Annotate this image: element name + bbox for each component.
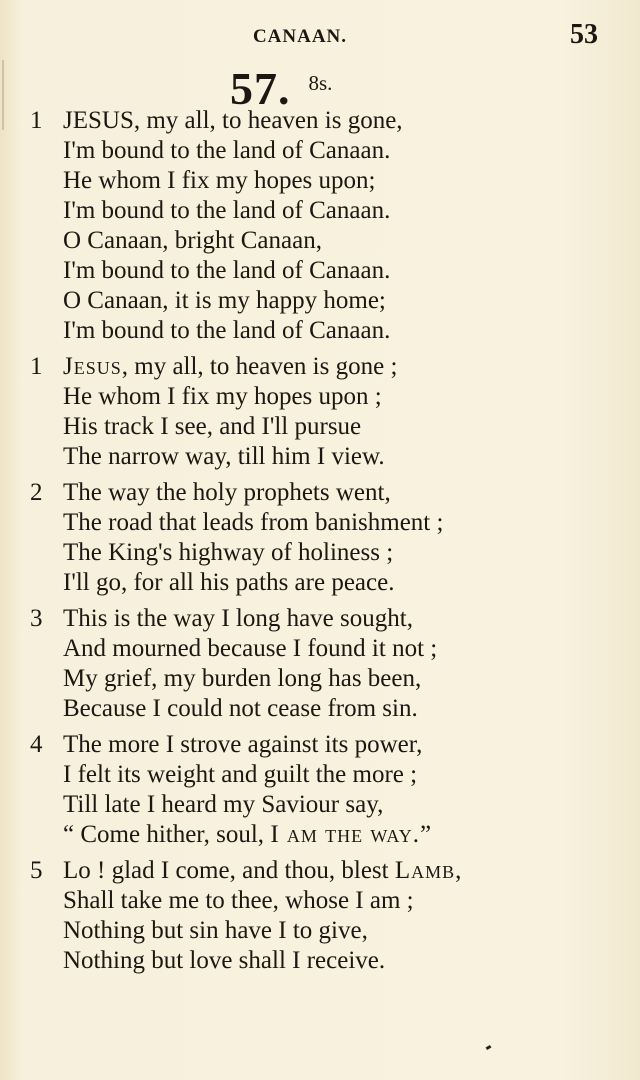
verse-line: O Canaan, it is my happy home; (63, 287, 386, 314)
verse-line: Nothing but sin have I to give, (63, 917, 368, 944)
stanza-lines (63, 856, 610, 976)
stanza-number: 1 (30, 107, 43, 134)
verse-line: My grief, my burden long has been, (63, 665, 422, 692)
stanza (30, 478, 610, 598)
verse-line: This is the way I long have sought, (63, 605, 413, 632)
verse-line: The narrow way, till him I view. (63, 443, 385, 470)
stanza (30, 856, 610, 976)
verse-line-start: “ Come hither, soul, (63, 821, 271, 848)
verse-line: Nothing but love shall I receive. (63, 947, 386, 974)
stanza (30, 604, 610, 724)
stanza (30, 352, 610, 472)
verse-line: I'll go, for all his paths are peace. (63, 569, 395, 596)
stanza-number: 4 (30, 731, 43, 758)
verse-line: And mourned because I found it not ; (63, 635, 438, 662)
stanza (30, 106, 610, 346)
page-gutter-mark (2, 60, 4, 130)
verse-line: The road that leads from banishment ; (63, 509, 444, 536)
verse-line-rest: , my all, to heaven is gone ; (121, 353, 398, 380)
stanza-lines (63, 352, 610, 472)
stanza-lines (63, 604, 610, 724)
hymn-number: 57. (230, 63, 291, 114)
verse-line: O Canaan, bright Canaan, (63, 227, 322, 254)
verse-line: I'm bound to the land of Canaan. (63, 197, 391, 224)
stanza-number: 2 (30, 479, 43, 506)
verse-line: He whom I fix my hopes upon; (63, 167, 376, 194)
verse-line: His track I see, and I'll pursue (63, 413, 362, 440)
verse-line: I'm bound to the land of Canaan. (63, 317, 391, 344)
verse-line: Because I could not cease from sin. (63, 695, 418, 722)
verse-line (63, 856, 610, 886)
verse-line (63, 820, 610, 850)
stanza-number: 5 (30, 857, 43, 884)
verse-line: I'm bound to the land of Canaan. (63, 137, 391, 164)
verse-first-word: Jesus (63, 353, 122, 380)
verse-line: The way the holy prophets went, (63, 479, 391, 506)
verse-line-end: , (455, 857, 462, 884)
verse-line (63, 352, 610, 382)
page-number: 53 (570, 19, 598, 50)
verse-line: JESUS, my all, to heaven is gone, (63, 107, 403, 134)
stanza-number: 3 (30, 605, 43, 632)
verse-line: The King's highway of holiness ; (63, 539, 394, 566)
hymn-meter: 8s. (308, 71, 333, 95)
verse-line: He whom I fix my hopes upon ; (63, 383, 382, 410)
running-head: CANAAN. (252, 26, 348, 47)
verse-line-end: ” (419, 821, 432, 848)
verse-small-caps: Lamb (394, 857, 456, 884)
verse-small-caps: I am the way. (270, 821, 420, 848)
verse-line: I'm bound to the land of Canaan. (63, 257, 391, 284)
stanza-lines (63, 106, 610, 346)
hymn-body (30, 106, 610, 982)
verse-line-start: Lo ! glad I come, and thou, blest (63, 857, 395, 884)
verse-line: The more I strove against its power, (63, 731, 423, 758)
verse-line: I felt its weight and guilt the more ; (63, 761, 418, 788)
ink-speck (486, 1045, 492, 1050)
verse-line: Till late I heard my Saviour say, (63, 791, 384, 818)
stanza (30, 730, 610, 850)
stanza-lines (63, 730, 610, 850)
stanza-lines (63, 478, 610, 598)
stanza-number: 1 (30, 353, 43, 380)
verse-line: Shall take me to thee, whose I am ; (63, 887, 414, 914)
